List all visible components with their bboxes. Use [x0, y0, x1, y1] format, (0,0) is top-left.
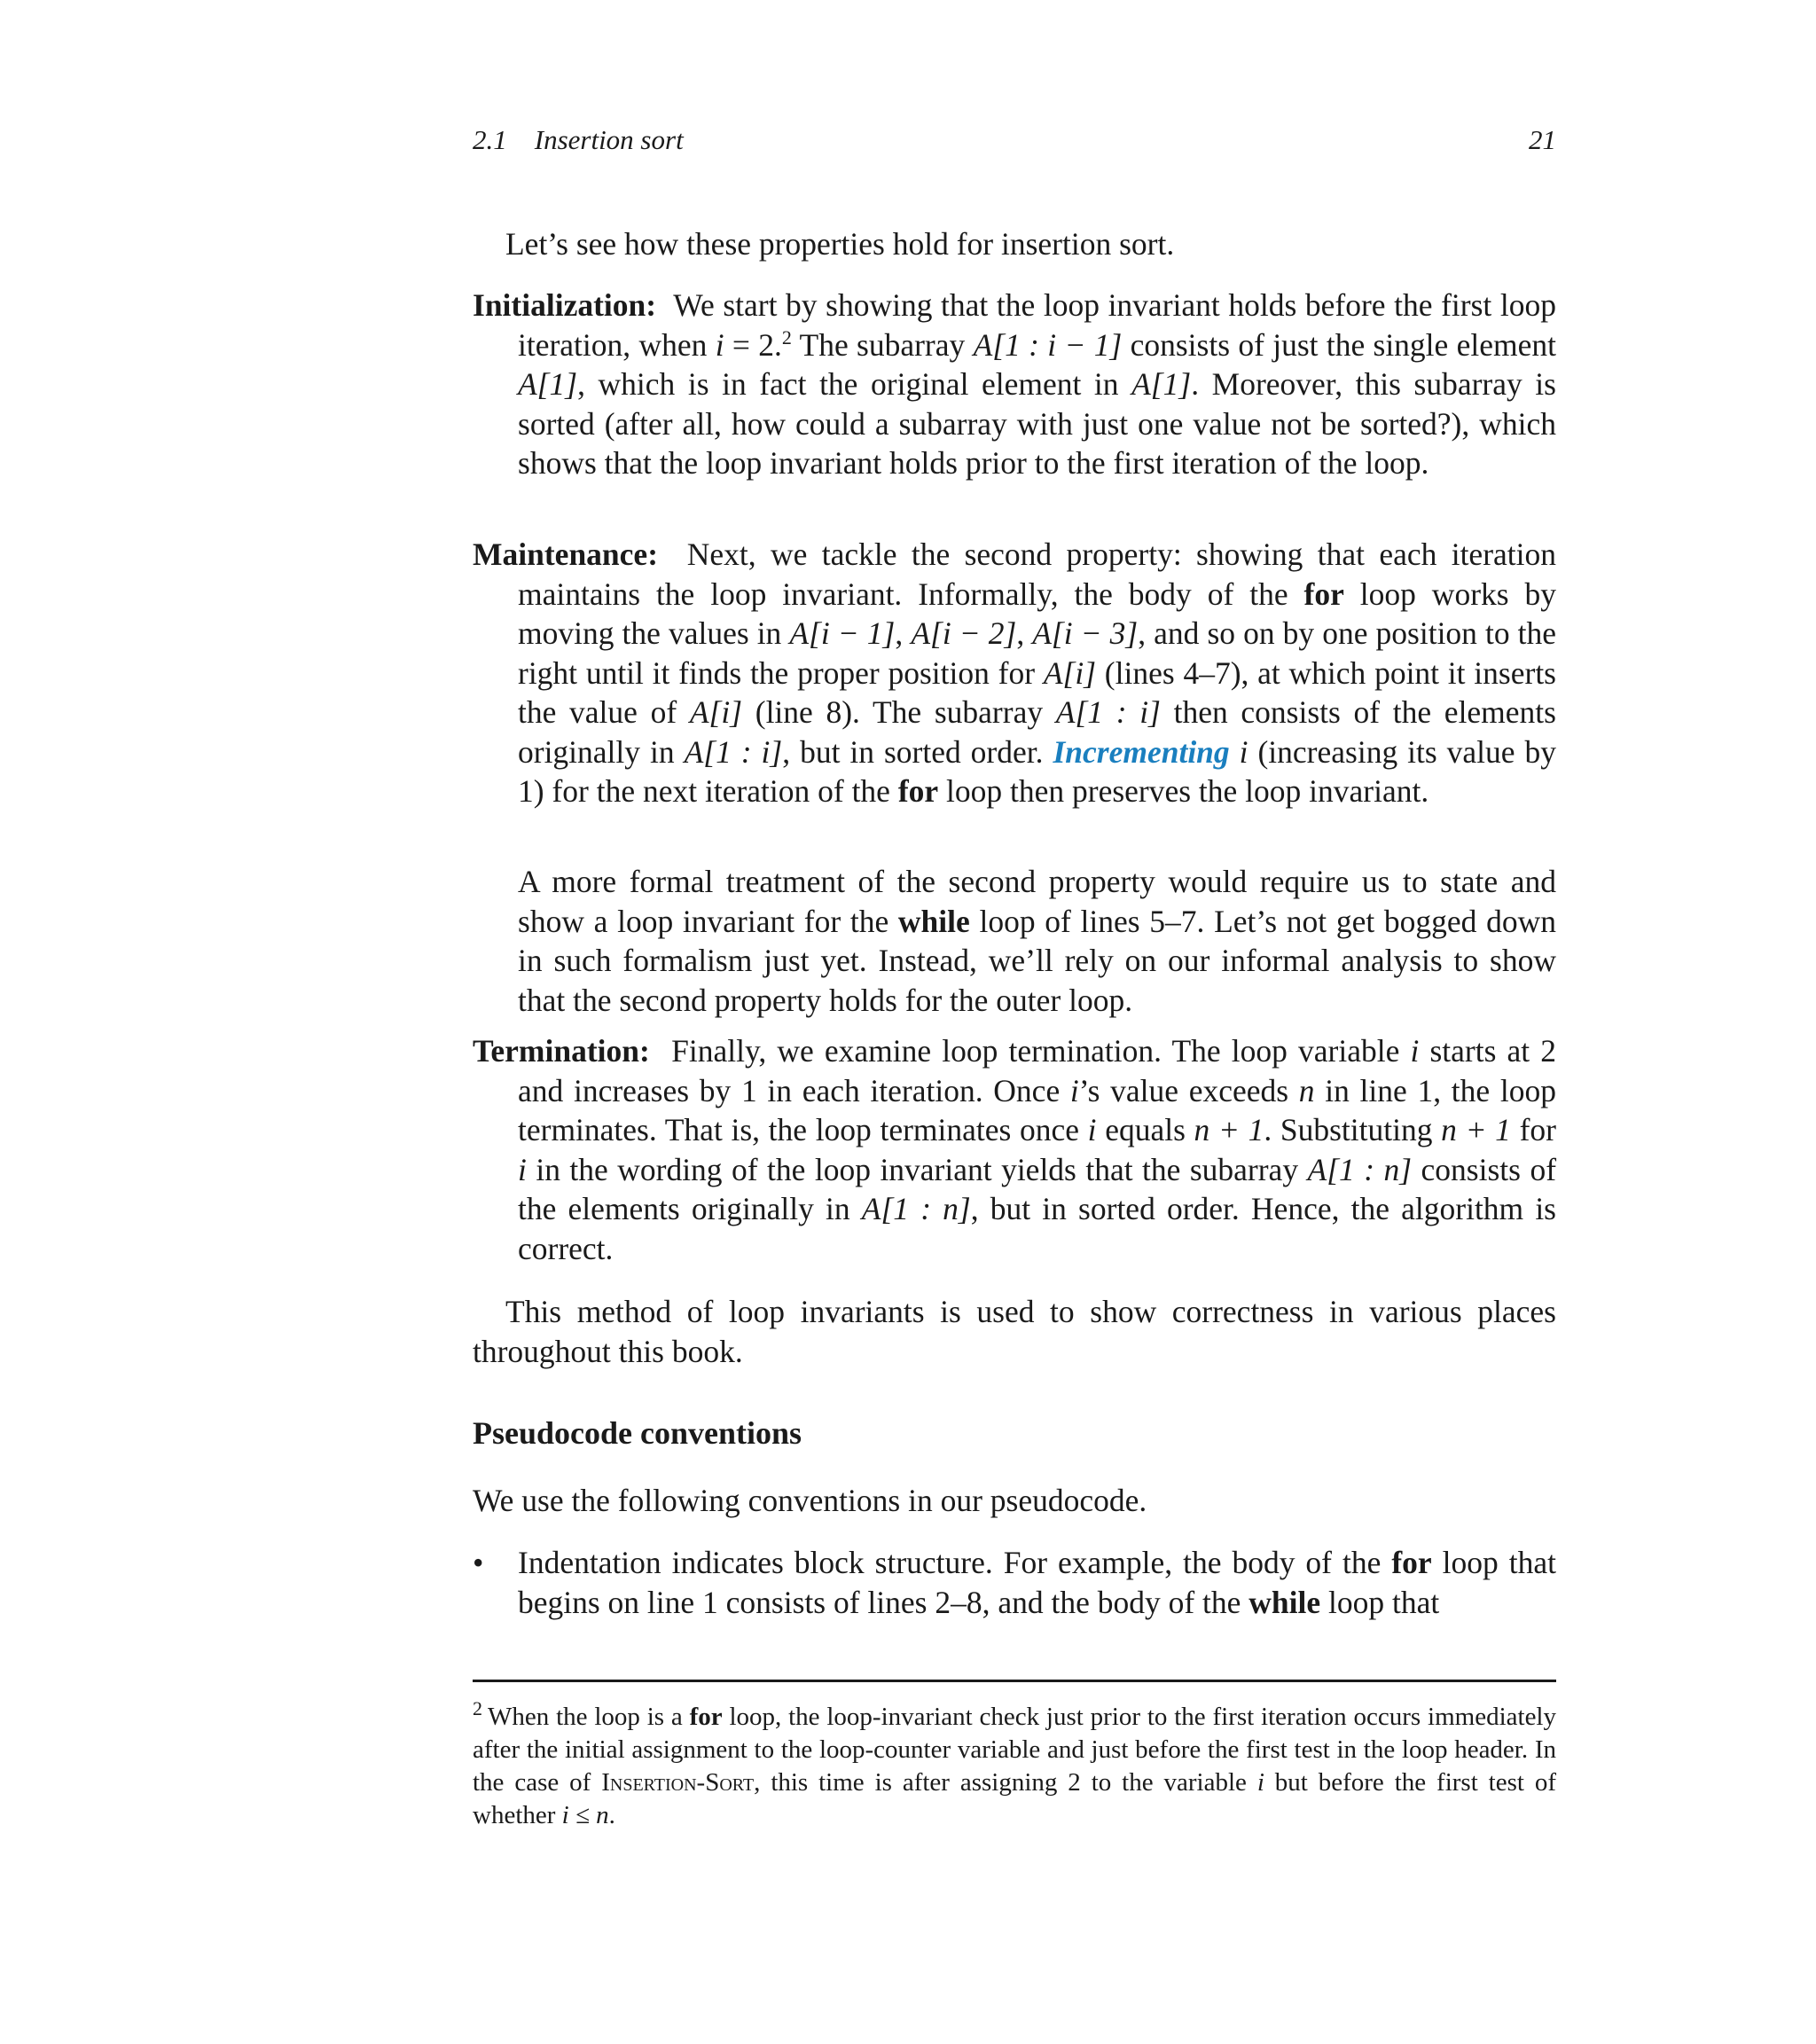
- intro-paragraph: Let’s see how these properties hold for insertion sort.: [505, 226, 1175, 262]
- running-head: [473, 124, 1556, 160]
- bullet-icon: •: [473, 1545, 484, 1580]
- initialization-term: Initialization:: [473, 287, 657, 323]
- termination-block: [473, 1031, 1556, 1268]
- initialization-item: Initialization: We start by showing that the loop invariant holds before the first loop iteration, when i = 2.$^2$ The subarray A[1 : i − 1] consists of just the single element A[1], which is in fact the original element in A[1]. Moreover, this subarray is sorted (after all, how could a subarray with just one value not be sorted?), which shows that the loop invariant holds prior to the first iteration of the loop.: [473, 287, 1556, 481]
- pseudocode-heading-block: [473, 1414, 1556, 1452]
- footnote-reference: 2: [781, 325, 792, 348]
- maintenance-formal-paragraph: A more formal treatment of the second property would require us to state and show a loop invariant for the while loop of lines 5–7. Let’s not get bogged down in such formalism just yet. Instead, we’ll rely on our informal analysis to show that the second property holds for the outer loop.: [518, 864, 1556, 1018]
- maintenance-term: Maintenance:: [473, 536, 659, 572]
- footnote-divider: [473, 1680, 1556, 1682]
- pseudocode-intro: We use the following conventions in our pseudocode.: [473, 1483, 1147, 1518]
- intro-block: [473, 224, 1556, 264]
- procedure-name: Insertion-Sort: [601, 1768, 755, 1797]
- maintenance-continuation-block: [473, 862, 1556, 1020]
- initialization-block: [473, 286, 1556, 483]
- footnote-block: [473, 1697, 1556, 1832]
- bullet-list: [473, 1543, 1556, 1622]
- closing-block: [473, 1292, 1556, 1371]
- maintenance-item: Maintenance: Next, we tackle the second property: showing that each iteration maintains the loop invariant. Informally, the body of the for loop works by moving the values in A[i − 1], A[i − 2], A[i − 3], and so on by one position to the right until it finds the proper position for A[i] (lines 4–7), at which point it inserts the value of A[i] (line 8). The subarray A[1 : i] then consists of the elements originally in A[1 : i], but in sorted order. Incrementing i (increasing its value by 1) for the next iteration of the for loop then preserves the loop invariant.: [473, 536, 1557, 809]
- footnote: $^2$ When the loop is a for loop, the loop-invariant check just prior to the first iteration occurs immediately after the initial assignment to the loop-counter variable and just before the first test in the loop header. In the case of Insertion-Sort, this time is after assigning 2 to the variable i but before the first test of whether i ≤ n.: [473, 1697, 1556, 1829]
- incrementing-link[interactable]: Incrementing: [1053, 733, 1230, 770]
- closing-paragraph: This method of loop invariants is used to show correctness in various places throughout this book.: [473, 1294, 1556, 1369]
- termination-item: Termination: Finally, we examine loop termination. The loop variable i starts at 2 and increases by 1 in each iteration. Once i’s value exceeds n in line 1, the loop terminates. That is, the loop terminates once i equals n + 1. Substituting n + 1 for i in the wording of the loop invariant yields that the subarray A[1 : n] consists of the elements originally in A[1 : n], but in sorted order. Hence, the algorithm is correct.: [473, 1033, 1557, 1266]
- termination-term: Termination:: [473, 1033, 650, 1069]
- maintenance-block: [473, 535, 1556, 811]
- page-number: 21: [1529, 124, 1556, 155]
- footnote-mark: 2: [473, 1697, 482, 1720]
- section-heading: Pseudocode conventions: [473, 1415, 802, 1451]
- section-title: 2.1 Insertion sort: [473, 124, 684, 155]
- pseudocode-intro-block: [473, 1481, 1556, 1521]
- list-item: • Indentation indicates block structure. For example, the body of the for loop that begins on line 1 consists of lines 2–8, and the body of the while loop that: [473, 1545, 1556, 1620]
